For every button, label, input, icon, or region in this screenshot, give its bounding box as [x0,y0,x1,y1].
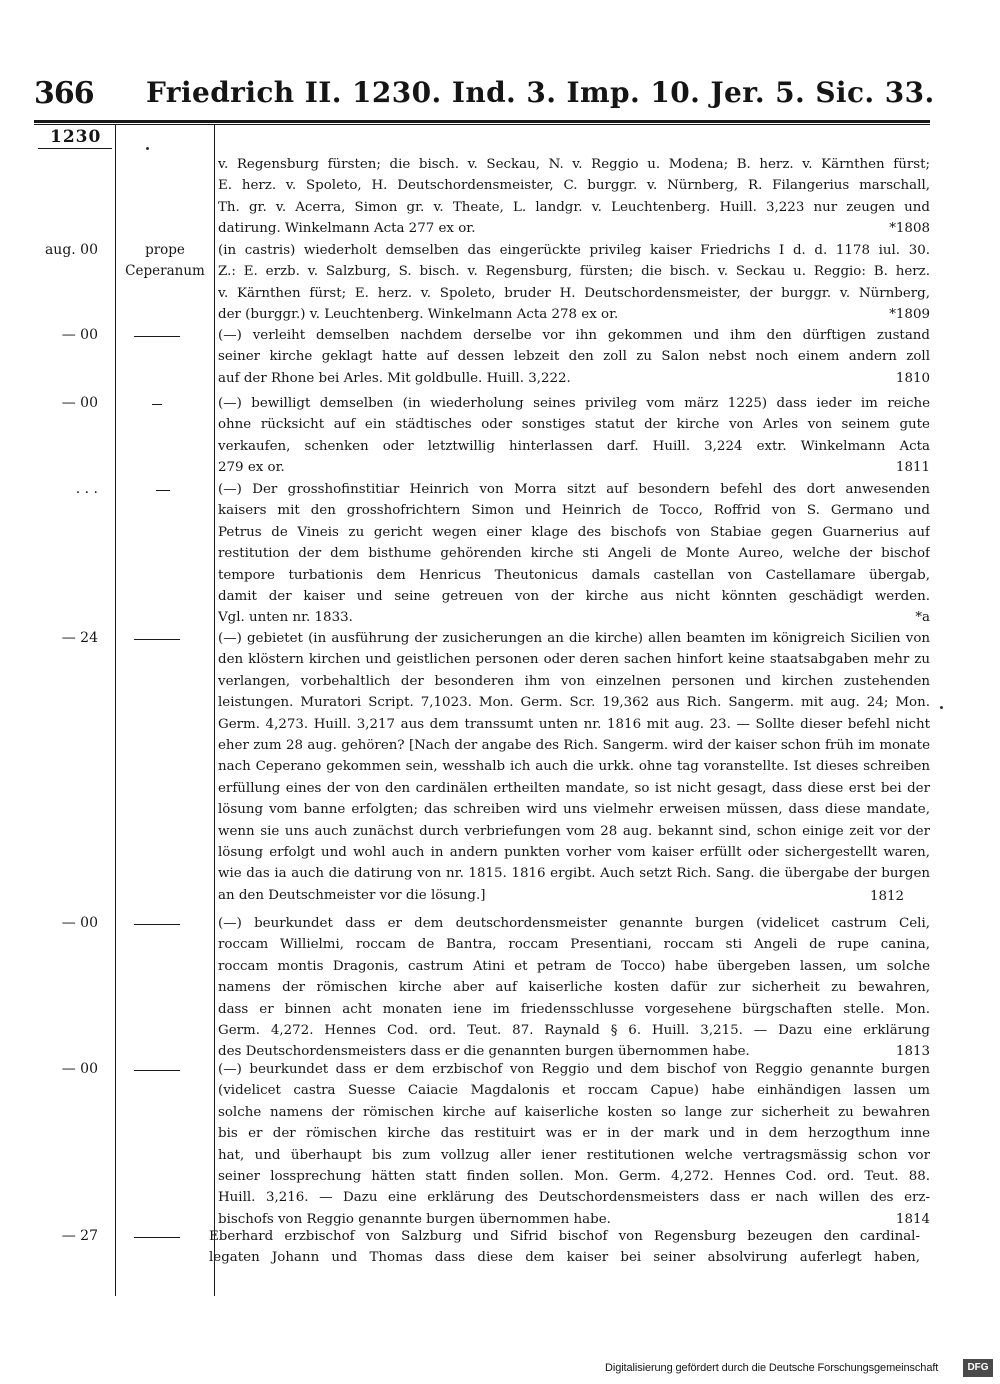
entry-last-line [218,457,930,478]
entry-number: *1809 [889,307,930,323]
year-heading: 1230 [50,127,102,147]
entry-line: kaisers mit den grosshofrichtern Simon und Heinrich de Tocco, Roffrid von S. Germano und [218,503,930,519]
entry-line: (videlicet castra Suesse Caiacie Magdalonis et roccam Capue) habe einhändigen lassen um [218,1083,930,1099]
entry-text [218,1059,930,1230]
running-title: Friedrich II. 1230. Ind. 3. Imp. 10. Jer. 5. Sic. 33. [146,76,935,109]
ditto-dash [134,1070,180,1071]
entry-line: E. herz. v. Spoleto, H. Deutschordensmeister, C. burggr. v. Nürnberg, R. Filangerius marschall, [218,178,930,194]
entry-line: roccam Willielmi, roccam de Bantra, roccam Presentiani, roccam sti Angeli de rupe canina, [218,937,930,953]
entry-line: restitution der dem bisthume gehörenden kirche sti Angeli de Monte Aureo, welche der bischof [218,546,930,562]
entry-number: 1814 [895,1211,930,1227]
entry-last-line [218,607,930,628]
entry-line: v. Regensburg fürsten; die bisch. v. Seckau, N. v. Reggio u. Modena; B. herz. v. Kärnthen fürst; [218,157,930,172]
entry-text [218,628,930,907]
entry-line: des Deutschordensmeisters dass er die genannten burgen übernommen habe. [218,1044,750,1060]
entry-line: der (burggr.) v. Leuchtenberg. Winkelmann Acta 278 ex or. [218,307,619,323]
entry-line: seiner lossprechung hätten statt finden sollen. Mon. Germ. 4,272. Hennes Cod. ord. Teut. 88. [218,1169,930,1185]
entry-line: tempore turbationis dem Henricus Theutonicus damals castellan von Castellamare übergab, [218,567,930,583]
entry-text [218,240,930,326]
page-number: 366 [34,76,94,111]
date-column-divider [115,124,116,1296]
entry-line: dass er binnen acht monaten iene im friedensschlusse vorgesehene bürgschaften stelle. Mon. [218,1001,930,1017]
place-column-divider [214,124,215,1296]
entry-date: — 00 [61,395,98,411]
entry-line: ohne rücksicht auf ein städtisches oder sonstiges statut der kirche von Arles von seinem gute [218,417,930,433]
entry-line: (—) bewilligt demselben (in wiederholung seines privileg vom märz 1225) dass ieder im reiche [218,396,930,411]
entry-text [218,479,930,629]
entry-date: — 00 [61,327,98,343]
entry-date: — 00 [61,915,98,931]
digitization-credit: Digitalisierung gefördert durch die Deutsche Forschungsgemeinschaft [605,1362,939,1374]
ink-speck [146,147,149,150]
ditto-dash [152,404,162,405]
entry-line: Z.: E. erzb. v. Salzburg, S. bisch. v. Regensburg, fürsten; die bisch. v. Seckau u. Reggio: B. herz. [218,264,930,280]
entry-text [218,393,930,479]
entry-line: bischofs von Reggio genannte burgen übernommen habe. [218,1211,611,1227]
entry-text [209,1226,920,1269]
entry-number: *a [915,610,930,626]
entry-line: seiner kirche geklagt hatte auf dessen lebzeit den zoll zu Salon nebst noch einem andern zoll [218,349,930,365]
entry-date: — 27 [61,1228,98,1244]
entry-text [218,913,930,1063]
entry-line: damit der kaiser und seine getreuen von der kirche aus nicht könnten geschädigt werden. [218,589,930,605]
entry-line: (—) Der grosshofinstitiar Heinrich von Morra sitzt auf besondern befehl des dort anwesenden [218,482,930,497]
entry-line: bis er der römischen kirche das restituirt was er in der mark und in dem herzogthum inne [218,1126,930,1142]
entry-line: datirung. Winkelmann Acta 277 ex or. [218,221,476,237]
entry-date: . . . [75,481,98,497]
entry-line: verkaufen, schenken oder letztwillig hinterlassen darf. Huill. 3,224 extr. Winkelmann Acta [218,438,930,454]
year-underline [38,148,112,149]
entry-line: auf der Rhone bei Arles. Mit goldbulle. Huill. 3,222. [218,370,571,386]
dfg-logo: DFG [963,1359,993,1377]
entry-date: — 24 [61,630,98,646]
entry-line: v. Kärnthen fürst; E. herz. v. Spoleto, bruder H. Deutschordensmeister, der burggr. v. Nürnberg, [218,285,930,301]
entry-line: roccam montis Dragonis, castrum Atini et petram de Tocco) habe übergeben lassen, um solche [218,958,930,974]
entry-date: aug. 00 [44,242,98,258]
entry-number: 1812 [870,889,905,904]
entry-line: Huill. 3,216. — Dazu eine erklärung des Deutschordensmeisters dass er nach willen des erz- [218,1190,930,1206]
entry-last-line [218,368,930,389]
entry-text [218,154,930,240]
ink-speck [940,706,943,709]
entry-last-line [218,218,930,239]
entry-line: (—) beurkundet dass er dem deutschordensmeister genannte burgen (videlicet castrum Celi, [218,916,930,931]
page-header [34,76,934,116]
entry-line: Germ. 4,272. Hennes Cod. ord. Teut. 87. Raynald § 6. Huill. 3,215. — Dazu eine erklärung [218,1023,930,1039]
entry-text [218,325,930,389]
entry-line: (in castris) wiederholt demselben das eingerückte privileg kaiser Friedrichs I d. d. 1178 iul. 30. [218,243,930,258]
entry-line: Petrus de Vineis zu gericht wegen einer klage des bischofs von Stabiae gegen Guarnerius auf [218,524,930,540]
entry-line: Th. gr. v. Acerra, Simon gr. v. Theate, L. landgr. v. Leuchtenberg. Huill. 3,223 nur zeugen und [218,199,930,215]
entry-line: 279 ex or. [218,460,285,476]
entry-line: hat, und überhaupt bis zum vollzug aller iener restitutionen welche vertragsmässig schon vor [218,1147,930,1163]
entry-last-line [218,304,930,325]
entry-line: solche namens der römischen kirche auf kaiserliche kosten so lange zur sicherheit zu bewahren [218,1104,930,1120]
ditto-dash [156,490,170,491]
ditto-dash [134,336,180,337]
header-rule-thin [34,124,930,125]
entry-number: *1808 [889,221,930,237]
entry-line: (—) verleiht demselben nachdem derselbe vor ihn gekommen und ihm den dürftigen zustand [218,328,930,343]
ditto-dash [134,1237,180,1238]
entry-line: (—) beurkundet dass er dem erzbischof von Reggio und dem bischof von Reggio genannte burgen [218,1062,930,1077]
entry-number: 1813 [895,1044,930,1060]
header-rule [34,120,930,123]
entry-line: legaten Johann und Thomas dass diese dem kaiser bei seiner absolvirung auferlegt haben, [209,1250,920,1266]
entry-place: prope Ceperanum [125,242,205,280]
entry-line: Eberhard erzbischof von Salzburg und Sifrid bischof von Regensburg bezeugen den cardinal- [209,1229,920,1244]
entry-number: 1811 [895,460,930,476]
ditto-dash [134,639,180,640]
entry-date: — 00 [61,1061,98,1077]
entry-line: namens der römischen kirche aber auf kaiserliche kosten dafür zur sicherheit zu bewahren, [218,980,930,996]
entry-number: 1810 [895,370,930,386]
ditto-dash [134,924,180,925]
entry-paragraph: (—) gebietet (in ausführung der zusicherungen an die kirche) allen beamten im königreich Sicilien von den klöstern kirchen und geistlichen personen oder deren sachen hinfort keine staatsabgaben mehr zu verlangen, vorbehaltlich der besonderen ihm von einzelnen personen und kirchen zustehenden leistungen. Muratori Script. 7,1023. Mon. Germ. Scr. 19,362 aus Rich. Sangerm. mit aug. 24; Mon. Germ. 4,273. Huill. 3,217 aus dem transsumt unten nr. 1816 mit aug. 23. — Sollte dieser befehl nicht eher zum 28 aug. gehören? [Nach der angabe des Rich. Sangerm. wird der kaiser schon früh im monate nach Ceperano gekommen sein, wesshalb ich auch die urkk. ohne tag voranstellte. Ist dieses schreiben erfüllung eines der von den cardinälen ertheilten mandate, so ist nicht gesagt, dass diese erst bei der lösung vom banne erfolgten; das schreiben wird uns vielmehr erweisen müssen, dass diese mandate, wenn sie uns auch zunächst durch verbriefungen vom 28 aug. bekannt sind, schon einige zeit vor der lösung erfolgt und wohl auch in andern punkten vorher vom kaiser erfüllt oder sichergestellt waren, wie das ia auch die datirung von nr. 1815. 1816 ergibt. Auch setzt Rich. Sang. die übergabe der burgen an den Deutschmeister vor die lösung.] [218,631,930,903]
entry-line: Vgl. unten nr. 1833. [218,610,353,626]
